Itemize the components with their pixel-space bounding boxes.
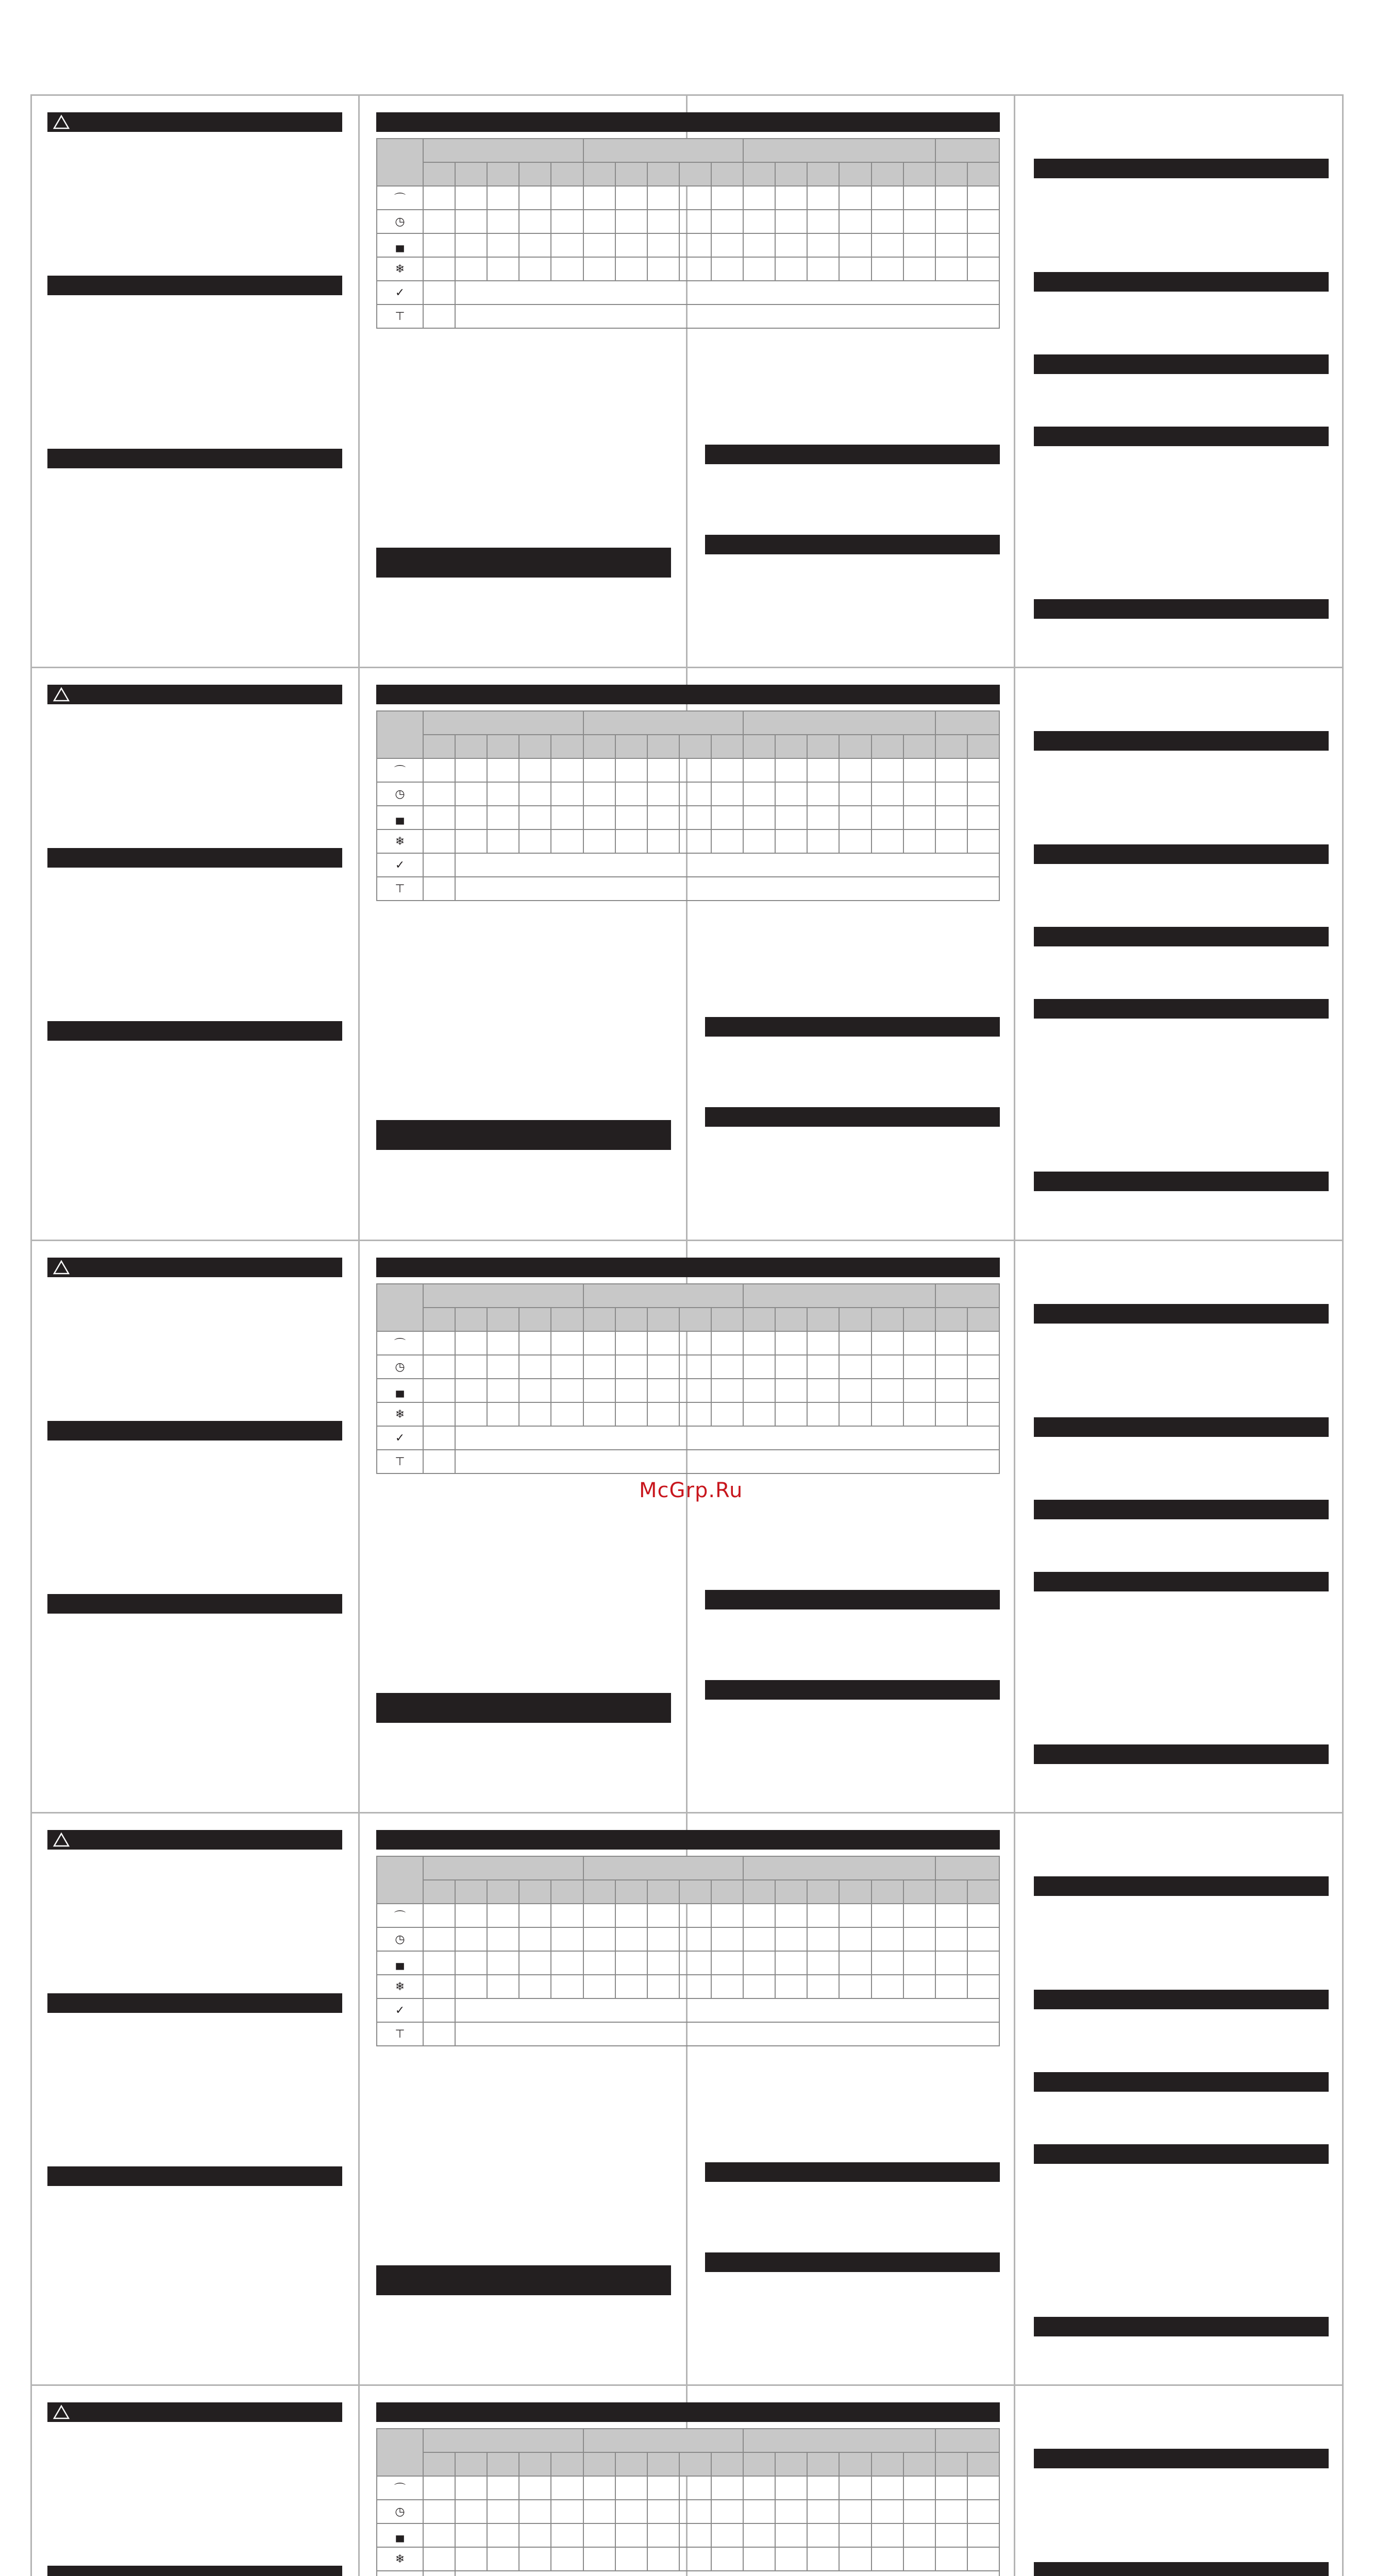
section-divider-2: [30, 1240, 1344, 1241]
heading-bar: [1034, 1876, 1329, 1896]
heading-bar: [1034, 599, 1329, 619]
spec-table: [376, 710, 1000, 901]
checkmark-icon: [377, 2571, 423, 2576]
heading-bar: [47, 1421, 342, 1440]
arc-mode-icon: ⌒: [377, 186, 423, 210]
half-square-icon: ▄: [377, 1951, 423, 1975]
table-row: [377, 1880, 999, 1904]
table-row: [377, 1450, 999, 1473]
heading-bar: [1034, 272, 1329, 292]
floor-drain-icon: ⊤: [377, 1450, 423, 1473]
heading-bar: [1034, 1572, 1329, 1591]
checkmark-icon: ✓: [377, 1998, 423, 2022]
table-row: [377, 853, 999, 877]
table-title-bar: [376, 1830, 1000, 1850]
table-row: [377, 1355, 999, 1379]
heading-bar: [376, 2265, 671, 2295]
table-row: [377, 1331, 999, 1355]
table-row: [377, 257, 999, 281]
section-divider-3: [30, 1812, 1344, 1814]
heading-bar: [376, 548, 671, 578]
snowflake-icon: ❄: [377, 829, 423, 853]
heading-bar: [1034, 1744, 1329, 1764]
clock-icon: ◷: [377, 2500, 423, 2523]
table-title-bar: [376, 112, 1000, 132]
spec-table: [376, 2428, 1000, 2576]
heading-bar: [1034, 2449, 1329, 2468]
heading-bar: [47, 1258, 342, 1277]
arc-mode-icon: ⌒: [377, 758, 423, 782]
table-row: [377, 1379, 999, 1402]
column-divider-3: [1014, 94, 1015, 2576]
arc-mode-icon: ⌒: [377, 1331, 423, 1355]
table-row: [377, 1951, 999, 1975]
heading-bar: [376, 1120, 671, 1150]
snowflake-icon: ❄: [377, 1975, 423, 1998]
table-row: [377, 2547, 999, 2571]
heading-bar: [47, 1021, 342, 1041]
spec-table: [376, 1856, 1000, 2046]
table-row: [377, 1284, 999, 1308]
heading-bar: [705, 1017, 1000, 1037]
heading-bar: [47, 2166, 342, 2186]
watermark-text: McGrp.Ru: [639, 1479, 743, 1502]
heading-bar: [1034, 1500, 1329, 1519]
spec-table: [376, 138, 1000, 329]
column-divider-1: [358, 94, 360, 2576]
warning-triangle-icon: [53, 114, 70, 130]
heading-bar: [705, 2162, 1000, 2182]
table-row: [377, 2452, 999, 2476]
snowflake-icon: ❄: [377, 1402, 423, 1426]
table-row: [377, 1856, 999, 1880]
table-row: [377, 233, 999, 257]
table-title-bar: [376, 1258, 1000, 1277]
heading-bar: [1034, 999, 1329, 1019]
table-row: [377, 806, 999, 829]
floor-drain-icon: ⊤: [377, 2022, 423, 2046]
table-row: [377, 2571, 999, 2576]
table-row: [377, 1975, 999, 1998]
heading-bar: [1034, 354, 1329, 374]
snowflake-icon: ❄: [377, 257, 423, 281]
heading-bar: [1034, 731, 1329, 751]
heading-bar: [47, 685, 342, 704]
floor-drain-icon: ⊤: [377, 304, 423, 328]
warning-triangle-icon: [53, 1260, 70, 1275]
heading-bar: [47, 2402, 342, 2422]
table-row: [377, 210, 999, 233]
section-divider-1: [30, 667, 1344, 668]
table-row: [377, 2523, 999, 2547]
half-square-icon: ▄: [377, 1379, 423, 1402]
heading-bar: [705, 1680, 1000, 1700]
heading-bar: [1034, 2144, 1329, 2164]
table-row: [377, 1904, 999, 1927]
heading-bar: [47, 449, 342, 468]
heading-bar: [705, 445, 1000, 464]
table-title-bar: [376, 685, 1000, 704]
clock-icon: ◷: [377, 1927, 423, 1951]
arc-mode-icon: ⌒: [377, 2476, 423, 2500]
warning-triangle-icon: [53, 1832, 70, 1848]
checkmark-icon: ✓: [377, 1426, 423, 1450]
table-row: [377, 186, 999, 210]
warning-triangle-icon: [53, 2404, 70, 2420]
checkmark-icon: ✓: [377, 853, 423, 877]
heading-bar: [1034, 2562, 1329, 2576]
heading-bar: [376, 1693, 671, 1723]
heading-bar: [1034, 927, 1329, 946]
heading-bar: [47, 276, 342, 295]
table-row: [377, 1927, 999, 1951]
table-row: [377, 1308, 999, 1331]
table-row: [377, 829, 999, 853]
heading-bar: [47, 112, 342, 132]
half-square-icon: ▄: [377, 2523, 423, 2547]
page-border-right: [1342, 94, 1344, 2576]
heading-bar: [47, 1594, 342, 1614]
snowflake-icon: ❄: [377, 2547, 423, 2571]
table-row: [377, 281, 999, 304]
heading-bar: [1034, 2072, 1329, 2092]
warning-triangle-icon: [53, 687, 70, 702]
table-row: [377, 782, 999, 806]
table-row: [377, 139, 999, 162]
arc-mode-icon: ⌒: [377, 1904, 423, 1927]
heading-bar: [1034, 2317, 1329, 2336]
table-row: [377, 2500, 999, 2523]
heading-bar: [1034, 844, 1329, 864]
table-row: [377, 2429, 999, 2452]
heading-bar: [1034, 427, 1329, 446]
table-row: [377, 2022, 999, 2046]
heading-bar: [705, 1107, 1000, 1127]
spec-table: [376, 1283, 1000, 1474]
clock-icon: ◷: [377, 782, 423, 806]
heading-bar: [705, 535, 1000, 554]
half-square-icon: ▄: [377, 806, 423, 829]
heading-bar: [705, 2252, 1000, 2272]
half-square-icon: ▄: [377, 233, 423, 257]
heading-bar: [47, 2566, 342, 2576]
heading-bar: [1034, 1417, 1329, 1437]
clock-icon: ◷: [377, 210, 423, 233]
table-row: [377, 162, 999, 186]
table-row: [377, 1998, 999, 2022]
heading-bar: [705, 1590, 1000, 1609]
heading-bar: [47, 1830, 342, 1850]
heading-bar: [1034, 1990, 1329, 2009]
checkmark-icon: ✓: [377, 281, 423, 304]
table-row: [377, 304, 999, 328]
floor-drain-icon: ⊤: [377, 877, 423, 901]
table-row: [377, 2476, 999, 2500]
section-divider-4: [30, 2384, 1344, 2386]
heading-bar: [1034, 1172, 1329, 1191]
table-row: [377, 1402, 999, 1426]
table-row: [377, 877, 999, 901]
table-row: [377, 735, 999, 758]
heading-bar: [47, 1993, 342, 2013]
table-row: [377, 758, 999, 782]
table-row: [377, 711, 999, 735]
heading-bar: [1034, 1304, 1329, 1324]
heading-bar: [1034, 159, 1329, 178]
heading-bar: [47, 848, 342, 868]
table-row: [377, 1426, 999, 1450]
page-border-left: [30, 94, 32, 2576]
table-title-bar: [376, 2402, 1000, 2422]
clock-icon: ◷: [377, 1355, 423, 1379]
